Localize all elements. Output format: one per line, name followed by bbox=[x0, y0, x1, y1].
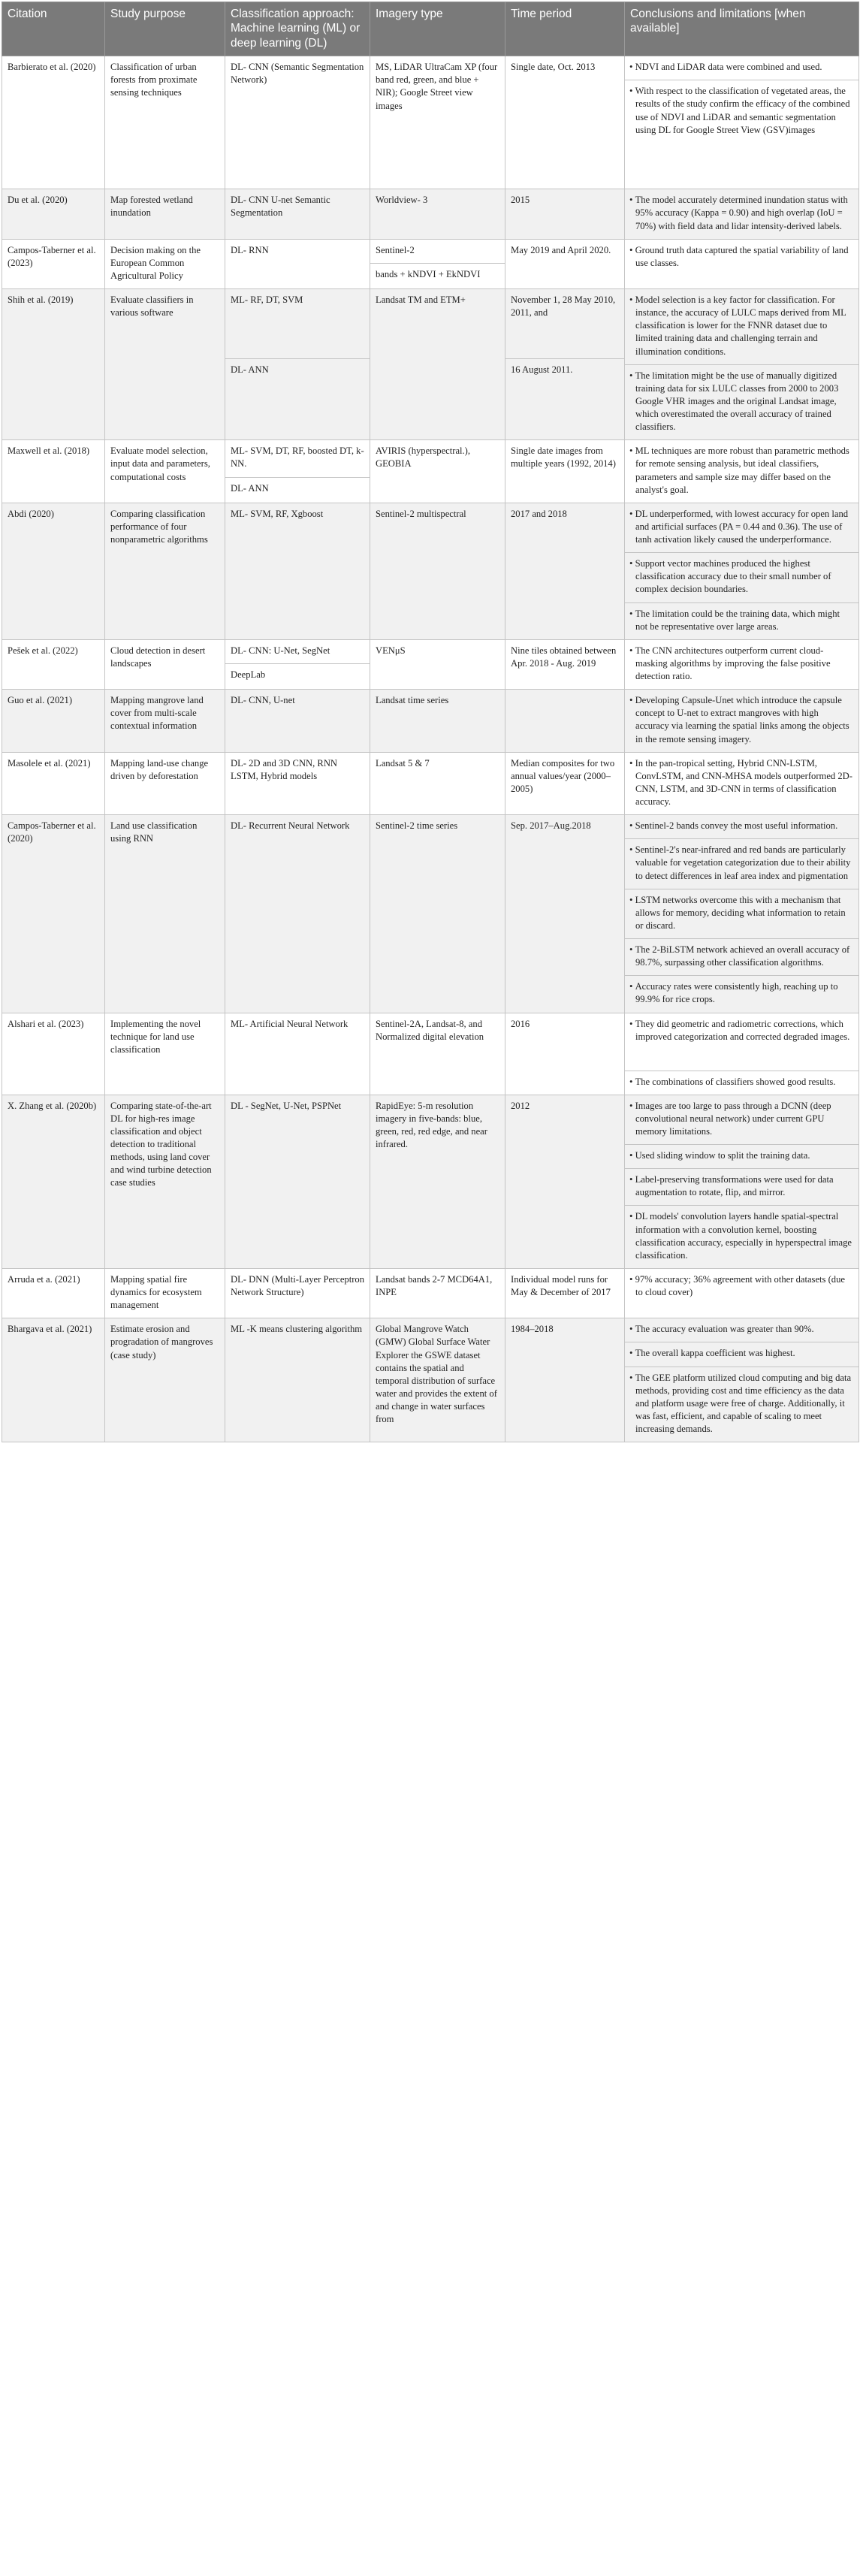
imagery-part: Sentinel-2 bbox=[376, 244, 415, 255]
citation-cell: Campos-Taberner et al. (2023) bbox=[2, 239, 105, 288]
approach-cell bbox=[225, 289, 370, 440]
conclusion-item: • In the pan-tropical setting, Hybrid CNN-LSTM, ConvLSTM, and CNN-MHSA models outperformed 2D-CNN, LSTM, and 3D-CNN in terms of classification accuracy. bbox=[625, 753, 858, 815]
conclusion-item: • The GEE platform utilized cloud computing and big data methods, providing cost and time efficiency as the data and platform usage were free of charge. Additionally, it was fast, efficient, and capable of scaling to meet increasing demands. bbox=[625, 1367, 858, 1442]
conclusions-cell bbox=[625, 1095, 859, 1268]
period-part: November 1, 28 May 2010, 2011, and bbox=[511, 294, 616, 319]
approach-cell: DL- DNN (Multi-Layer Perceptron Network Structure) bbox=[225, 1268, 370, 1318]
approach-cell: DL - SegNet, U-Net, PSPNet bbox=[225, 1095, 370, 1268]
conclusion-item: • They did geometric and radiometric corrections, which improved categorization and corrected degraded images. bbox=[625, 1013, 858, 1071]
purpose-cell: Map forested wetland inundation bbox=[105, 189, 225, 239]
header-conclusions: Conclusions and limitations [when available] bbox=[625, 2, 859, 56]
imagery-cell: Sentinel-2A, Landsat-8, and Normalized digital elevation bbox=[370, 1013, 505, 1095]
conclusions-cell bbox=[625, 239, 859, 288]
conclusion-item: • Ground truth data captured the spatial variability of land use classes. bbox=[625, 240, 858, 276]
literature-review-table-container bbox=[2, 2, 858, 1442]
citation-cell: Abdi (2020) bbox=[2, 503, 105, 639]
approach-cell: DL- CNN (Semantic Segmentation Network) bbox=[225, 56, 370, 189]
conclusion-item: • The accuracy evaluation was greater than 90%. bbox=[625, 1318, 858, 1342]
approach-cell: DL- CNN U-net Semantic Segmentation bbox=[225, 189, 370, 239]
imagery-cell: Sentinel-2 multispectral bbox=[370, 503, 505, 639]
approach-part: ML- SVM, DT, RF, boosted DT, k-NN. bbox=[231, 445, 364, 470]
header-imagery-type: Imagery type bbox=[370, 2, 505, 56]
purpose-cell: Cloud detection in desert landscapes bbox=[105, 639, 225, 689]
literature-review-table bbox=[2, 2, 859, 1442]
period-cell: May 2019 and April 2020. bbox=[505, 239, 625, 288]
period-cell: 2012 bbox=[505, 1095, 625, 1268]
purpose-cell: Implementing the novel technique for land use classification bbox=[105, 1013, 225, 1095]
imagery-cell: Global Mangrove Watch (GMW) Global Surface Water Explorer the GSWE dataset contains the spatial and temporal distribution of surface water and provides the extent of and change in water surfaces from bbox=[370, 1318, 505, 1442]
conclusions-cell bbox=[625, 1013, 859, 1095]
approach-cell: ML- SVM, RF, Xgboost bbox=[225, 503, 370, 639]
conclusions-cell bbox=[625, 289, 859, 440]
conclusion-item: • Accuracy rates were consistently high, reaching up to 99.9% for rice crops. bbox=[625, 975, 858, 1012]
approach-part: DL- ANN bbox=[225, 477, 370, 501]
citation-cell: Arruda et a. (2021) bbox=[2, 1268, 105, 1318]
conclusion-item: • 97% accuracy; 36% agreement with other datasets (due to cloud cover) bbox=[625, 1269, 858, 1305]
table-row bbox=[2, 1013, 859, 1095]
conclusions-cell bbox=[625, 1268, 859, 1318]
table-header-row bbox=[2, 2, 859, 56]
conclusion-item: • ML techniques are more robust than parametric methods for remote sensing analysis, but ideal classifiers, parameters and sample size may differ based on the analyst's goal. bbox=[625, 440, 858, 503]
purpose-cell: Evaluate model selection, input data and parameters, computational costs bbox=[105, 440, 225, 503]
purpose-cell: Comparing classification performance of four nonparametric algorithms bbox=[105, 503, 225, 639]
approach-cell: DL- Recurrent Neural Network bbox=[225, 815, 370, 1013]
citation-cell: Campos-Taberner et al. (2020) bbox=[2, 815, 105, 1013]
conclusion-item: • Sentinel-2 bands convey the most useful information. bbox=[625, 815, 858, 838]
purpose-cell: Classification of urban forests from proximate sensing techniques bbox=[105, 56, 225, 189]
conclusion-item: • The combinations of classifiers showed good results. bbox=[625, 1071, 858, 1095]
approach-cell bbox=[225, 639, 370, 689]
header-study-purpose: Study purpose bbox=[105, 2, 225, 56]
period-cell: 2017 and 2018 bbox=[505, 503, 625, 639]
period-cell: 2015 bbox=[505, 189, 625, 239]
table-row bbox=[2, 189, 859, 239]
citation-cell: Shih et al. (2019) bbox=[2, 289, 105, 440]
conclusion-item: • With respect to the classification of vegetated areas, the results of the study confirm the efficacy of the combined use of NDVI and LiDAR and semantic segmentation using DL for Google Street View (GSV)images bbox=[625, 80, 858, 189]
citation-cell: Du et al. (2020) bbox=[2, 189, 105, 239]
citation-cell: Guo et al. (2021) bbox=[2, 690, 105, 753]
conclusions-cell bbox=[625, 690, 859, 753]
table-row bbox=[2, 1095, 859, 1268]
conclusion-item: • LSTM networks overcome this with a mechanism that allows for memory, deciding what information to retain or discard. bbox=[625, 889, 858, 938]
approach-cell: DL- CNN, U-net bbox=[225, 690, 370, 753]
conclusion-item: • The 2-BiLSTM network achieved an overall accuracy of 98.7%, surpassing other classification algorithms. bbox=[625, 938, 858, 975]
citation-cell: Alshari et al. (2023) bbox=[2, 1013, 105, 1095]
imagery-cell: VENμS bbox=[370, 639, 505, 689]
conclusion-item: • The overall kappa coefficient was highest. bbox=[625, 1342, 858, 1366]
period-cell bbox=[505, 289, 625, 440]
purpose-cell: Mapping spatial fire dynamics for ecosystem management bbox=[105, 1268, 225, 1318]
period-cell: Single date, Oct. 2013 bbox=[505, 56, 625, 189]
period-cell: 2016 bbox=[505, 1013, 625, 1095]
purpose-cell: Land use classification using RNN bbox=[105, 815, 225, 1013]
imagery-cell: Sentinel-2 time series bbox=[370, 815, 505, 1013]
approach-cell: DL- RNN bbox=[225, 239, 370, 288]
period-cell: Sep. 2017–Aug.2018 bbox=[505, 815, 625, 1013]
conclusions-cell bbox=[625, 1318, 859, 1442]
citation-cell: Masolele et al. (2021) bbox=[2, 752, 105, 815]
imagery-cell: Landsat TM and ETM+ bbox=[370, 289, 505, 440]
table-row bbox=[2, 56, 859, 189]
period-cell bbox=[505, 690, 625, 753]
conclusion-item: • Images are too large to pass through a DCNN (deep convolutional neural network) under current GPU memory limitations. bbox=[625, 1095, 858, 1144]
table-row bbox=[2, 639, 859, 689]
table-row bbox=[2, 815, 859, 1013]
table-row bbox=[2, 1268, 859, 1318]
citation-cell: Pešek et al. (2022) bbox=[2, 639, 105, 689]
header-classification-approach: Classification approach: Machine learning (ML) or deep learning (DL) bbox=[225, 2, 370, 56]
period-cell: Individual model runs for May & December of 2017 bbox=[505, 1268, 625, 1318]
conclusions-cell bbox=[625, 752, 859, 815]
imagery-cell bbox=[370, 239, 505, 288]
citation-cell: Bhargava et al. (2021) bbox=[2, 1318, 105, 1442]
purpose-cell: Estimate erosion and progradation of mangroves (case study) bbox=[105, 1318, 225, 1442]
conclusion-item: • NDVI and LiDAR data were combined and used. bbox=[625, 56, 858, 80]
conclusions-cell bbox=[625, 639, 859, 689]
period-part: 16 August 2011. bbox=[505, 358, 624, 382]
citation-cell: Barbierato et al. (2020) bbox=[2, 56, 105, 189]
table-row bbox=[2, 239, 859, 288]
approach-part: ML- RF, DT, SVM bbox=[231, 294, 303, 305]
table-row bbox=[2, 503, 859, 639]
header-time-period: Time period bbox=[505, 2, 625, 56]
imagery-part: bands + kNDVI + EkNDVI bbox=[370, 263, 505, 287]
imagery-cell: Landsat 5 & 7 bbox=[370, 752, 505, 815]
imagery-cell: Landsat bands 2-7 MCD64A1, INPE bbox=[370, 1268, 505, 1318]
conclusions-cell bbox=[625, 440, 859, 503]
imagery-cell: RapidEye: 5-m resolution imagery in five-bands: blue, green, red, red edge, and near infrared. bbox=[370, 1095, 505, 1268]
table-row bbox=[2, 1318, 859, 1442]
table-row bbox=[2, 440, 859, 503]
conclusion-item: • The model accurately determined inundation status with 95% accuracy (Kappa = 0.90) and high overlap (IoU = 70%) with field data and lidar intensity-derived labels. bbox=[625, 189, 858, 238]
table-row bbox=[2, 690, 859, 753]
period-cell: Single date images from multiple years (1992, 2014) bbox=[505, 440, 625, 503]
approach-part: DeepLab bbox=[225, 663, 370, 687]
conclusion-item: • DL underperformed, with lowest accuracy for open land and artificial surfaces (PA = 0.44 and 0.36). The use of tanh activation likely caused the underperformance. bbox=[625, 503, 858, 552]
approach-part: DL- CNN: U-Net, SegNet bbox=[231, 645, 330, 656]
conclusion-item: • Support vector machines produced the highest classification accuracy due to their small number of complex decision boundaries. bbox=[625, 552, 858, 602]
table-row bbox=[2, 289, 859, 440]
purpose-cell: Evaluate classifiers in various software bbox=[105, 289, 225, 440]
period-cell: Nine tiles obtained between Apr. 2018 - Aug. 2019 bbox=[505, 639, 625, 689]
conclusion-item: • Sentinel-2's near-infrared and red bands are particularly valuable for vegetation categorization due to their ability to detect differences in leaf area index and pigmentation bbox=[625, 838, 858, 888]
period-cell: 1984–2018 bbox=[505, 1318, 625, 1442]
purpose-cell: Comparing state-of-the-art DL for high-res image classification and object detection to traditional methods, using land cover and wind turbine detection case studies bbox=[105, 1095, 225, 1268]
conclusion-item: • The limitation could be the training data, which might not be representative over large areas. bbox=[625, 602, 858, 639]
purpose-cell: Mapping mangrove land cover from multi-scale contextual information bbox=[105, 690, 225, 753]
approach-part: DL- ANN bbox=[225, 358, 370, 382]
purpose-cell: Decision making on the European Common Agricultural Policy bbox=[105, 239, 225, 288]
imagery-cell: Worldview- 3 bbox=[370, 189, 505, 239]
imagery-cell: MS, LiDAR UltraCam XP (four band red, green, and blue + NIR); Google Street view images bbox=[370, 56, 505, 189]
conclusions-cell bbox=[625, 503, 859, 639]
approach-cell bbox=[225, 440, 370, 503]
conclusion-item: • The CNN architectures outperform current cloud-masking algorithms by improving the false positive detection ratio. bbox=[625, 640, 858, 689]
conclusions-cell bbox=[625, 189, 859, 239]
approach-cell: DL- 2D and 3D CNN, RNN LSTM, Hybrid models bbox=[225, 752, 370, 815]
conclusions-cell bbox=[625, 56, 859, 189]
conclusion-item: • The limitation might be the use of manually digitized training data for six LULC classes from 2000 to 2003 Google VHR images and the original Landsat image, which overestimated the overall accuracy of trained classifiers. bbox=[625, 364, 858, 440]
table-row bbox=[2, 752, 859, 815]
conclusion-item: • Developing Capsule-Unet which introduce the capsule concept to U-net to extract mangroves with high accuracy via learning the spatial links among the objects in the remote sensing imagery. bbox=[625, 690, 858, 752]
conclusion-item: • DL models' convolution layers handle spatial-spectral information with a convolution kernel, boosting classification accuracy, especially in hyperspectral image classification. bbox=[625, 1205, 858, 1268]
imagery-cell: Landsat time series bbox=[370, 690, 505, 753]
conclusion-item: • Label-preserving transformations were used for data augmentation to rotate, flip, and mirror. bbox=[625, 1168, 858, 1205]
header-citation: Citation bbox=[2, 2, 105, 56]
period-cell: Median composites for two annual values/year (2000–2005) bbox=[505, 752, 625, 815]
conclusions-cell bbox=[625, 815, 859, 1013]
purpose-cell: Mapping land-use change driven by deforestation bbox=[105, 752, 225, 815]
citation-cell: Maxwell et al. (2018) bbox=[2, 440, 105, 503]
approach-cell: ML -K means clustering algorithm bbox=[225, 1318, 370, 1442]
imagery-cell: AVIRIS (hyperspectral.), GEOBIA bbox=[370, 440, 505, 503]
approach-cell: ML- Artificial Neural Network bbox=[225, 1013, 370, 1095]
conclusion-item: • Model selection is a key factor for classification. For instance, the accuracy of LULC maps derived from ML classification is lower for the FNNR dataset due to limited training data and challenging terrain and illumination conditions. bbox=[625, 289, 858, 364]
citation-cell: X. Zhang et al. (2020b) bbox=[2, 1095, 105, 1268]
conclusion-item: • Used sliding window to split the training data. bbox=[625, 1144, 858, 1168]
